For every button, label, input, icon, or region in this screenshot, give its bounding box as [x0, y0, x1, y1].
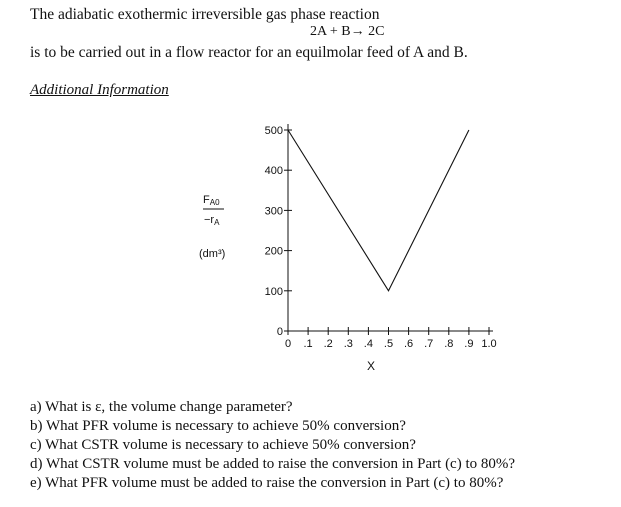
y-tick-label: 500: [264, 125, 283, 137]
x-tick-label: 1.0: [481, 338, 497, 350]
x-tick-label: .7: [424, 338, 434, 350]
problem-intro: The adiabatic exothermic irreversible gas phase reaction: [30, 6, 380, 23]
reaction-equation: 2A + B→ 2C: [310, 24, 385, 39]
question-a: a) What is ε, the volume change parameter?: [30, 399, 293, 415]
ylabel-denominator: −rA: [204, 214, 220, 227]
question-b: b) What PFR volume is necessary to achieve 50% conversion?: [30, 418, 406, 434]
question-c: c) What CSTR volume is necessary to achieve 50% conversion?: [30, 437, 416, 453]
ylabel-units: (dm³): [199, 248, 226, 260]
x-tick-label: .8: [444, 338, 454, 350]
ylabel-numerator: FA0: [203, 194, 220, 207]
x-tick-label: .4: [363, 338, 373, 350]
x-tick-label: .6: [404, 338, 414, 350]
x-tick-label: .2: [323, 338, 333, 350]
x-axis-label: X: [366, 359, 376, 373]
additional-information-heading: Additional Information: [30, 82, 169, 98]
problem-feed-description: is to be carried out in a flow reactor for an equilmolar feed of A and B.: [30, 44, 468, 61]
y-tick-label: 400: [264, 165, 283, 178]
y-tick-label: 200: [264, 245, 283, 258]
x-tick-label: .1: [303, 338, 313, 350]
x-tick-label: .5: [383, 338, 394, 350]
y-tick-label: 100: [264, 285, 283, 298]
y-tick-label: 0: [276, 326, 283, 338]
x-tick-label: 0: [284, 338, 292, 350]
x-tick-label: .9: [464, 338, 474, 350]
question-list: [30, 398, 515, 493]
question-e: e) What PFR volume must be added to raise the conversion in Part (c) to 80%?: [30, 475, 504, 491]
question-d: d) What CSTR volume must be added to raise the conversion in Part (c) to 80%?: [30, 456, 516, 472]
series-line: [288, 130, 469, 291]
x-tick-label: .3: [343, 338, 353, 350]
y-tick-label: 300: [264, 205, 283, 218]
